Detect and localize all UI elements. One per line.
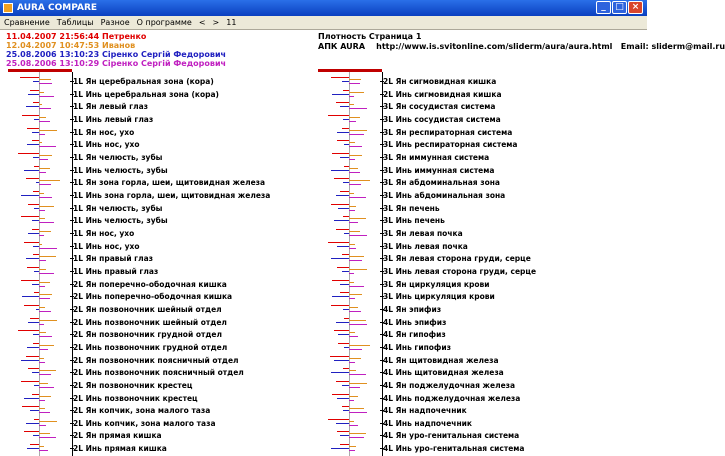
right-item-row	[0, 392, 647, 405]
right-bar-series-4	[349, 298, 355, 299]
right-item-label: 3L Ян респираторная система	[383, 127, 513, 137]
right-bar-series-3	[342, 81, 349, 82]
right-bar-series-2	[349, 358, 361, 359]
right-item-row	[0, 379, 647, 392]
left-item-label: 2L Ян позвоночник грудной отдел	[73, 330, 222, 340]
menu-misc[interactable]: Разное	[100, 18, 130, 27]
right-item-label: 4L Инь надпочечник	[383, 418, 472, 428]
right-item-row	[0, 113, 647, 126]
left-item-label: 2L Ян поперечно-ободочная кишка	[73, 279, 227, 289]
right-item-row	[0, 417, 647, 430]
app-info	[318, 42, 725, 51]
right-bar-series-3	[343, 182, 349, 183]
right-bar-series-3	[331, 258, 349, 259]
right-bar-series-3	[332, 94, 349, 95]
maximize-icon: □	[615, 2, 624, 12]
right-bar-series-2	[349, 421, 354, 422]
left-item-label: 1L Инь челюсть, зубы	[73, 216, 168, 226]
right-bar-series-1	[332, 280, 349, 281]
right-item-label: 3L Ян абдоминальная зона	[383, 178, 500, 188]
right-bar-series-2	[349, 218, 366, 219]
right-item-row	[0, 341, 647, 354]
right-item-label: 3L Ян сосудистая система	[383, 102, 496, 112]
right-bar-series-3	[344, 347, 349, 348]
menu-divider	[0, 29, 647, 30]
record-3: 25.08.2006 13:10:23 Сіренко Сергій Федорович	[6, 50, 227, 59]
right-bar-series-1	[337, 431, 349, 432]
right-bar-series-4	[349, 96, 354, 97]
page-header: Плотность Страница 1	[318, 32, 422, 41]
right-item-label: 4L Инь гипофиз	[383, 342, 451, 352]
left-item-label: 1L Ян челюсть, зубы	[73, 152, 163, 162]
right-bar-series-2	[349, 168, 358, 169]
record-4: 25.08.2006 13:10:29 Сіренко Сергій Федорович	[6, 59, 227, 68]
left-item-label: 1L Инь церебральная зона (кора)	[73, 89, 219, 99]
right-bar-series-3	[331, 170, 349, 171]
right-bar-series-1	[340, 191, 349, 192]
right-bar-series-3	[336, 195, 349, 196]
left-item-label: 2L Ян позвоночник шейный отдел	[73, 304, 222, 314]
right-item-row	[0, 429, 647, 442]
right-item-label: 3L Инь левая почка	[383, 241, 468, 251]
right-item-row	[0, 100, 647, 113]
right-item-row	[0, 75, 647, 88]
right-bar-series-1	[343, 368, 349, 369]
right-item-label: 3L Ян левая почка	[383, 228, 463, 238]
right-item-row	[0, 88, 647, 101]
right-item-label: 3L Инь респираторная система	[383, 140, 518, 150]
right-item-row	[0, 442, 647, 455]
right-bar-series-3	[337, 246, 349, 247]
right-bar-series-4	[349, 349, 362, 350]
right-bar-series-2	[349, 282, 354, 283]
left-item-label: 1L Инь правый глаз	[73, 266, 159, 276]
menu-about[interactable]: О программе	[136, 18, 192, 27]
right-bar-series-4	[349, 311, 361, 312]
right-bar-series-4	[349, 159, 355, 160]
right-bar-series-4	[349, 83, 360, 84]
right-bar-series-3	[340, 157, 349, 158]
right-item-row	[0, 202, 647, 215]
right-item-label: 4L Ян щитовидная железа	[383, 355, 499, 365]
right-bar-series-4	[349, 260, 362, 261]
right-item-label: 3L Ян циркуляция крови	[383, 279, 490, 289]
right-bar-series-1	[344, 166, 349, 167]
right-item-row	[0, 354, 647, 367]
right-bar-series-4	[349, 374, 366, 375]
right-bar-series-1	[336, 229, 349, 230]
right-bar-series-4	[349, 425, 358, 426]
right-bar-series-2	[349, 383, 367, 384]
right-bar-series-3	[340, 435, 349, 436]
right-bar-series-2	[349, 433, 366, 434]
left-item-label: 1L Ян церебральная зона (кора)	[73, 77, 214, 86]
right-item-label: 2L Ян сигмовидная кишка	[383, 77, 497, 86]
right-bar-series-4	[349, 197, 366, 198]
right-bar-series-3	[342, 385, 349, 386]
left-item-label: 1L Ян зона горла, шеи, щитовидная железа	[73, 178, 266, 188]
right-bar-series-3	[331, 372, 349, 373]
right-item-row	[0, 328, 647, 341]
right-item-row	[0, 164, 647, 177]
right-bar-series-2	[349, 307, 358, 308]
right-bar-series-1	[334, 178, 349, 179]
right-item-label: 4L Ян поджелудочная железа	[383, 380, 516, 390]
left-item-label: 1L Инь зона горла, шеи, щитовидная железа	[73, 190, 271, 200]
record-1: 11.04.2007 21:56:44 Петренко	[6, 32, 147, 41]
left-item-label: 1L Инь челюсть, зубы	[73, 165, 168, 175]
right-item-row	[0, 265, 647, 278]
close-button[interactable]	[628, 1, 643, 14]
right-bar-series-3	[340, 106, 349, 107]
right-bar-series-1	[336, 102, 349, 103]
right-item-row	[0, 126, 647, 139]
right-bar-series-3	[337, 132, 349, 133]
right-item-row	[0, 303, 647, 316]
left-item-label: 2L Инь позвоночник поясничный отдел	[73, 368, 244, 378]
right-item-label: 3L Ян левая сторона груди, серце	[383, 254, 531, 264]
right-bar-series-2	[349, 294, 362, 295]
menu-bar	[0, 16, 647, 29]
right-item-label: 3L Инь сосудистая система	[383, 114, 501, 124]
menu-page-number[interactable]: 11	[226, 18, 237, 27]
right-item-label: 4L Инь уро-генитальная система	[383, 444, 525, 454]
right-bar-series-4	[349, 210, 355, 211]
right-item-label: 4L Ян надпочечник	[383, 406, 467, 416]
left-item-label: 1L Инь нос, ухо	[73, 140, 140, 150]
right-item-row	[0, 240, 647, 253]
right-bar-series-4	[349, 336, 358, 337]
right-bar-series-1	[337, 267, 349, 268]
right-bar-series-1	[342, 406, 349, 407]
right-bar-series-1	[334, 330, 349, 331]
left-graph-header	[8, 69, 72, 72]
right-bar-series-2	[349, 408, 364, 409]
right-item-label: 4L Инь эпифиз	[383, 317, 447, 327]
right-bar-series-1	[340, 444, 349, 445]
right-bar-series-4	[349, 437, 364, 438]
right-bar-series-2	[349, 130, 367, 131]
menu-compare[interactable]: Сравнение	[4, 18, 50, 27]
right-bar-series-1	[328, 115, 349, 116]
right-bar-series-4	[349, 286, 364, 287]
right-bar-series-4	[349, 235, 367, 236]
right-bar-series-2	[349, 320, 366, 321]
right-bar-series-2	[349, 142, 355, 143]
right-bar-series-4	[349, 172, 360, 173]
right-bar-series-4	[349, 121, 356, 122]
right-bar-series-4	[349, 273, 354, 274]
right-item-label: 4L Ян гипофиз	[383, 330, 446, 340]
title-bar	[0, 0, 647, 16]
right-bar-series-3	[332, 296, 349, 297]
right-bar-series-3	[336, 423, 349, 424]
left-item-label: 1L Инь левый глаз	[73, 114, 154, 124]
right-item-label: 3L Ян печень	[383, 203, 440, 213]
minimize-button[interactable]	[596, 1, 611, 14]
right-bar-series-3	[338, 208, 349, 209]
right-item-label: 3L Инь печень	[383, 216, 445, 226]
left-item-label: 2L Инь позвоночник крестец	[73, 393, 198, 403]
right-bar-series-4	[349, 362, 355, 363]
right-item-row	[0, 404, 647, 417]
right-item-label: 4L Инь щитовидная железа	[383, 368, 504, 378]
right-bar-series-1	[342, 254, 349, 255]
right-bar-series-1	[342, 128, 349, 129]
maximize-button[interactable]	[612, 1, 627, 14]
left-item-label: 1L Ян нос, ухо	[73, 127, 135, 137]
menu-next[interactable]: >	[212, 18, 220, 27]
right-item-row	[0, 366, 647, 379]
right-bar-series-1	[343, 90, 349, 91]
right-item-row	[0, 278, 647, 291]
left-item-label: 2L Ян прямая кишка	[73, 431, 162, 441]
right-item-row	[0, 138, 647, 151]
right-bar-series-1	[340, 292, 349, 293]
right-bar-series-4	[349, 184, 361, 185]
right-item-label: 2L Инь сигмовидная кишка	[383, 89, 502, 99]
right-bar-series-4	[349, 146, 362, 147]
right-bar-series-2	[349, 345, 370, 346]
close-icon: ×	[631, 2, 640, 12]
right-bar-series-2	[349, 92, 364, 93]
right-bar-series-3	[338, 334, 349, 335]
right-bar-series-2	[349, 396, 358, 397]
record-2: 12.04.2007 10:47:53 Иванов	[6, 41, 136, 50]
right-bar-series-4	[349, 400, 354, 401]
left-item-label: 2L Инь позвоночник шейный отдел	[73, 317, 227, 327]
right-item-row	[0, 227, 647, 240]
right-bar-series-2	[349, 79, 361, 80]
right-item-row	[0, 189, 647, 202]
right-bar-series-1	[344, 318, 349, 319]
left-item-label: 2L Ян копчик, зона малого таза	[73, 406, 211, 416]
right-item-row	[0, 151, 647, 164]
right-bar-series-4	[349, 387, 360, 388]
right-bar-series-1	[331, 204, 349, 205]
right-bar-series-2	[349, 180, 370, 181]
left-item-label: 2L Инь поперечно-ободочная кишка	[73, 292, 233, 302]
right-item-label: 4L Инь поджелудочная железа	[383, 393, 521, 403]
right-item-row	[0, 252, 647, 265]
right-bar-series-2	[349, 231, 360, 232]
right-item-row	[0, 176, 647, 189]
left-item-label: 2L Инь копчик, зона малого таза	[73, 418, 216, 428]
right-bar-series-4	[349, 134, 364, 135]
window-title: AURA COMPARE	[17, 3, 98, 13]
right-bar-series-3	[331, 448, 349, 449]
left-item-label: 1L Инь нос, ухо	[73, 241, 140, 251]
right-graph-header	[318, 69, 382, 72]
right-bar-series-1	[343, 216, 349, 217]
right-bar-series-4	[349, 450, 355, 451]
right-item-row	[0, 214, 647, 227]
right-bar-series-2	[349, 117, 360, 118]
right-bar-series-3	[343, 309, 349, 310]
right-item-label: 3L Инь левая сторона груди, серце	[383, 266, 537, 276]
app-label: АПК AURA	[318, 42, 366, 51]
right-bar-series-3	[344, 144, 349, 145]
right-bar-series-2	[349, 193, 354, 194]
right-item-row	[0, 290, 647, 303]
right-bar-series-3	[344, 233, 349, 234]
left-item-label: 2L Инь позвоночник грудной отдел	[73, 342, 228, 352]
left-item-label: 2L Ян позвоночник крестец	[73, 380, 193, 390]
right-bar-series-3	[340, 284, 349, 285]
left-item-label: 1L Ян левый глаз	[73, 102, 148, 112]
left-item-label: 1L Ян правый глаз	[73, 254, 154, 264]
left-item-label: 1L Ян челюсть, зубы	[73, 203, 163, 213]
right-item-label: 3L Инь иммунная система	[383, 165, 495, 175]
right-bar-series-4	[349, 108, 367, 109]
right-bar-series-4	[349, 412, 367, 413]
app-icon	[3, 3, 13, 13]
right-bar-series-1	[332, 153, 349, 154]
right-bar-series-1	[328, 419, 349, 420]
right-bar-series-1	[328, 242, 349, 243]
right-bar-series-1	[337, 140, 349, 141]
email: Email: sliderm@mail.ru	[620, 42, 725, 51]
right-bar-series-1	[338, 343, 349, 344]
right-bar-series-4	[349, 324, 367, 325]
right-bar-series-2	[349, 269, 367, 270]
right-bar-series-3	[343, 119, 349, 120]
right-bar-series-1	[336, 381, 349, 382]
right-bar-series-1	[330, 356, 349, 357]
menu-prev[interactable]: <	[198, 18, 206, 27]
right-bar-series-2	[349, 332, 355, 333]
right-bar-series-3	[334, 360, 349, 361]
right-bar-series-1	[332, 394, 349, 395]
right-bar-series-1	[331, 77, 349, 78]
minimize-icon: _	[601, 2, 606, 12]
right-bar-series-4	[349, 222, 358, 223]
right-item-label: 3L Инь абдоминальная зона	[383, 190, 506, 200]
right-bar-series-2	[349, 104, 354, 105]
right-item-label: 4L Ян эпифиз	[383, 304, 442, 314]
right-item-label: 3L Ян иммунная система	[383, 152, 490, 162]
menu-tables[interactable]: Таблицы	[56, 18, 94, 27]
right-bar-series-4	[349, 248, 356, 249]
right-bar-series-2	[349, 256, 364, 257]
right-bar-series-1	[331, 305, 349, 306]
right-bar-series-3	[336, 322, 349, 323]
right-bar-series-3	[343, 410, 349, 411]
right-item-label: 3L Инь циркуляция крови	[383, 292, 495, 302]
right-bar-series-3	[334, 220, 349, 221]
right-bar-series-2	[349, 446, 356, 447]
left-item-label: 2L Инь прямая кишка	[73, 444, 167, 454]
right-bar-series-2	[349, 206, 356, 207]
left-item-label: 2L Ян позвоночник поясничный отдел	[73, 355, 239, 365]
right-bar-series-2	[349, 244, 355, 245]
right-bar-series-3	[342, 271, 349, 272]
right-item-label: 4L Ян уро-генитальная система	[383, 431, 520, 441]
right-bar-series-2	[349, 370, 356, 371]
right-bar-series-3	[337, 398, 349, 399]
right-bar-series-2	[349, 155, 362, 156]
right-item-row	[0, 316, 647, 329]
site-url: http://www.is.svitonline.com/sliderm/aura/aura.html	[376, 42, 613, 51]
left-item-label: 1L Ян нос, ухо	[73, 228, 135, 238]
